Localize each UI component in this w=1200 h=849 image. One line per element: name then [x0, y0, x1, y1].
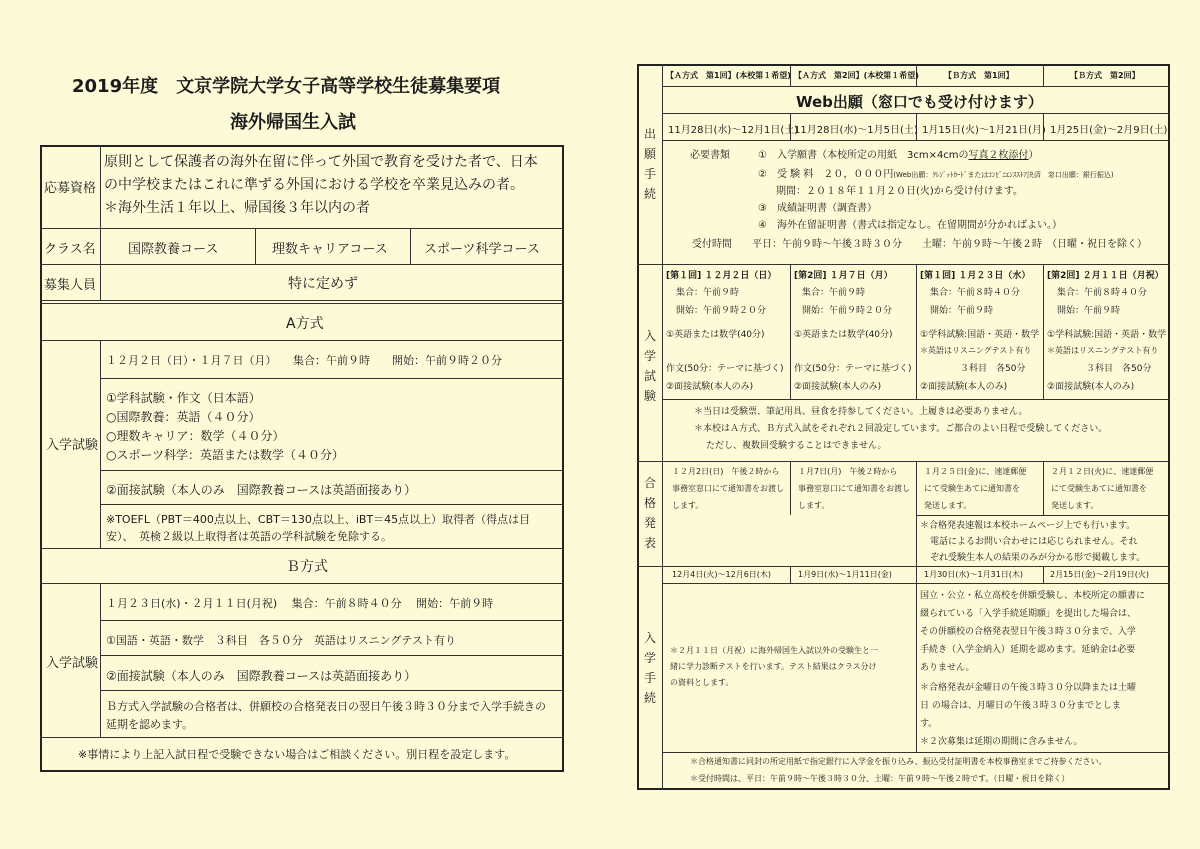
enroll-deferral-line-5: ありません。 [920, 663, 975, 673]
enroll-date-a2: 1月9日(水)～1月11日(金) [798, 570, 892, 579]
result-a1-line-1: １２月2日(日) 午後２時から [672, 467, 780, 476]
a-schedule: １２月２日（日）・１月７日（月） 集合：午前９時 開始：午前９時２０分 [106, 354, 502, 367]
enroll-label: 入学手続 [643, 631, 656, 705]
result-b1-line-2: にて受験生あてに通知書を [924, 484, 1020, 493]
a-toefl-line-2: 安）、 英検２級以上取得者は英語の学科試験を免除する。 [106, 530, 392, 543]
class-course-2: 理数キャリアコース [272, 242, 388, 257]
exam-subject: ①英語または数学(40分) [666, 330, 765, 340]
application-date-b2: 1月25日(金)～2月9日(土) [1050, 125, 1168, 136]
exam-subject: ①英語または数学(40分) [794, 330, 893, 340]
exam-meet: 集合：午前９時 [676, 288, 740, 298]
exam-start: 開始：午前９時 [930, 306, 994, 316]
exam-subject: ①学科試験:国語・英語・数学 [1047, 330, 1167, 340]
doc-1-photo: 写真２枚添付 [968, 150, 1029, 161]
capacity-label: 募集人員 [44, 278, 97, 293]
exam-note-3: ただし、複数回受験することはできません。 [706, 441, 887, 451]
enroll-foot-1: ＊合格通知書に同封の所定用紙で指定銀行に入学金を振り込み、振込受付証明書を本校事務室までご持参ください。 [690, 757, 1107, 766]
exam-essay: ３科目 各50分 [960, 364, 1026, 374]
docs-label: 必要書類 [690, 150, 730, 161]
exam-meet: 集合：午前８時４０分 [930, 288, 1021, 298]
doc-2-fee [758, 165, 1114, 180]
enroll-date-a1: 12月4日(火)～12月6日(木) [672, 570, 772, 579]
doc-2-period: 期間：２０１８年１１月２０日(火)から受け付けます。 [776, 186, 1024, 197]
b-method-header: Ｂ方式 [286, 559, 328, 575]
a-subject-3: ○理数キャリア：数学（４０分） [106, 429, 285, 443]
doc-1-text: ① 入学願書（本校所定の用紙 3cm×4cmの [758, 150, 969, 161]
enroll-deferral-line-7: 日 の場合は、月曜日の午後３時３０分までとしま [920, 701, 1121, 711]
enroll-deferral-line-4: 手続き（入学金納入）延期を認めます。延納金は必要 [920, 645, 1136, 655]
b-exam-label: 入学試験 [46, 656, 99, 671]
enroll-date-b1: 1月30日(水)～1月31日(木) [924, 570, 1024, 579]
exam-interview: ②面接試験(本人のみ) [920, 382, 1008, 392]
page-subtitle: 海外帰国生入試 [230, 112, 356, 133]
left-footer-note: ※事情により上記入試日程で受験できない場合はご相談ください。別日程を設定します。 [78, 748, 516, 761]
class-course-1: 国際教養コース [128, 242, 219, 257]
b-interview: ②面接試験（本人のみ 国際教養コースは英語面接あり） [106, 669, 417, 683]
result-b2-line-1: ２月１２日(火)に、速達郵便 [1051, 467, 1154, 476]
a-toefl-line-1: ※TOEFL（PBT＝400点以上、CBT＝130点以上、iBT＝45点以上）取得者（得点は目 [106, 513, 531, 526]
result-a2-line-2: 事務室窓口にて通知書をお渡し [798, 484, 910, 493]
col-header-b2: 【Ｂ方式 第2回】 [1070, 71, 1140, 80]
exam-essay: ３科目 各50分 [1086, 364, 1152, 374]
exam-title: [第2回] １月７日（月） [794, 271, 893, 281]
doc-4: ④ 海外在留証明書（書式は指定なし。在留期間が分かればよい。） [758, 220, 1062, 231]
exam-title: [第2回] ２月１１日（月祝） [1047, 271, 1164, 281]
reception-hours: 受付時間 平日：午前９時～午後３時３０分 土曜：午前９時～午後２時 （日曜・祝日を除く） [692, 239, 1147, 250]
exam-label: 入学試験 [643, 329, 656, 403]
exam-essay: 作文(50分：テーマに基づく) [666, 364, 784, 374]
class-course-3: スポーツ科学コース [424, 242, 540, 257]
b-note-line-1: Ｂ方式入学試験の合格者は、併願校の合格発表日の翌日午後３時３０分まで入学手続きの [106, 700, 546, 713]
capacity-value: 特に定めず [288, 276, 358, 292]
exam-start: 開始：午前９時２０分 [802, 306, 893, 316]
col-header-a2: 【Ａ方式 第2回】(本校第１希望) [794, 71, 919, 80]
eligibility-line-2: の中学校またはこれに準ずる外国における学校を卒業見込みの者。 [104, 177, 524, 193]
b-schedule: １月２３日(水)・２月１１日(月祝) 集合：午前８時４０分 開始：午前９時 [106, 597, 494, 610]
class-label: クラス名 [44, 242, 96, 257]
exam-start: 開始：午前９時２０分 [676, 306, 767, 316]
result-label: 合格発表 [643, 476, 656, 550]
enroll-foot-2: ＊受付時間は、平日：午前９時～午後３時３０分、土曜：午前９時～午後２時です。（日曜・祝日を除く） [690, 774, 1070, 783]
doc-1 [758, 146, 1039, 161]
application-date-a1: 11月28日(水)～12月1日(土) [668, 125, 799, 136]
enroll-diagnostic-line-3: の資料とします。 [670, 678, 734, 687]
result-b2-line-2: にて受験生あてに通知書を [1051, 484, 1147, 493]
a-exam-label: 入学試験 [46, 438, 99, 453]
exam-interview: ②面接試験(本人のみ) [666, 382, 754, 392]
result-a1-line-3: します。 [672, 501, 704, 510]
a-interview: ②面接試験（本人のみ 国際教養コースは英語面接あり） [106, 483, 417, 497]
a-subject-4: ○スポーツ科学：英語または数学（４０分） [106, 448, 344, 462]
exam-meet: 集合：午前９時 [802, 288, 866, 298]
exam-essay: 作文(50分：テーマに基づく) [794, 364, 912, 374]
exam-subject: ①学科試験:国語・英語・数学 [920, 330, 1040, 340]
exam-meet: 集合：午前８時４０分 [1057, 288, 1148, 298]
result-b2-line-3: 発送します。 [1051, 501, 1099, 510]
exam-note-2: ＊本校はＡ方式、Ｂ方式入試をそれぞれ２回設定しています。ご都合のよい日程で受験してください。 [694, 424, 1108, 434]
col-header-b1: 【Ｂ方式 第1回】 [944, 71, 1014, 80]
application-date-b1: 1月15日(火)～1月21日(月) [922, 125, 1046, 136]
enroll-diagnostic-line-2: 緒に学力診断テストを行います。テスト結果はクラス分け [670, 662, 877, 671]
application-date-a2: 11月28日(水)～1月5日(土) [794, 125, 918, 136]
eligibility-line-3: ＊海外生活１年以上、帰国後３年以内の者 [104, 200, 370, 216]
col-header-a1: 【Ａ方式 第1回】(本校第１希望) [666, 71, 791, 80]
exam-subject-note: ＊英語はリスニングテスト有り [1047, 346, 1159, 355]
enroll-deferral-line-9: ＊２次募集は延期の期間に含みません。 [920, 737, 1083, 747]
enroll-date-b2: 2月15日(金)～2月19日(火) [1050, 570, 1150, 579]
exam-title: [第１回] １２月２日（日） [666, 271, 777, 281]
doc-3: ③ 成績証明書（調査書） [758, 203, 877, 214]
result-web-line-2: 電話によるお問い合わせには応じられません。それ [930, 537, 1138, 547]
enroll-deferral-line-1: 国立・公立・私立高校を併願受験し、本校所定の願書に [920, 591, 1146, 601]
eligibility-label: 応募資格 [44, 181, 97, 196]
exam-title: [第１回] １月２３日（水） [920, 271, 1031, 281]
a-subject-2: ○国際教養：英語（４０分） [106, 410, 261, 424]
exam-subject-note: ＊英語はリスニングテスト有り [920, 346, 1032, 355]
result-b1-line-1: １月２５日(金)に、速達郵便 [924, 467, 1027, 476]
doc-1-close: ） [1028, 150, 1039, 161]
exam-start: 開始：午前９時 [1057, 306, 1121, 316]
exam-interview: ②面接試験(本人のみ) [1047, 382, 1135, 392]
enroll-deferral-line-2: 綴られている「入学手続延期願」を提出した場合は、 [920, 609, 1137, 619]
b-subjects: ①国語・英語・数学 ３科目 各５０分 英語はリスニングテスト有り [106, 634, 456, 647]
doc-2-payment: (Web出願：ｸﾚｼﾞｯﾄｶｰﾄﾞまたはｺﾝﾋﾞﾆｴﾝｽｽﾄｱ決済 窓口出願：銀行振込) [893, 171, 1114, 179]
application-label: 出願手続 [643, 127, 656, 201]
enroll-deferral-line-8: す。 [920, 719, 938, 729]
enroll-deferral-line-6: ＊合格発表が金曜日の午後３時３０分以降または土曜 [920, 683, 1137, 693]
page-title: 2019年度 文京学院大学女子高等学校生徒募集要項 [72, 76, 501, 97]
exam-note-1: ＊当日は受験票、筆記用具、昼食を持参してください。上履きは必要ありません。 [694, 407, 1028, 417]
result-web-line-1: ＊合格発表速報は本校ホームページ上でも行います。 [920, 521, 1136, 531]
result-a2-line-3: します。 [798, 501, 830, 510]
a-method-header: A方式 [286, 316, 324, 332]
doc-2-fee-text: ② 受 験 料 ２０，０００円 [758, 169, 894, 180]
result-a1-line-2: 事務室窓口にて通知書をお渡し [672, 484, 784, 493]
exam-interview: ②面接試験(本人のみ) [794, 382, 882, 392]
result-web-line-3: ぞれ受験生本人の結果のみが分かる形で掲載します。 [930, 553, 1146, 563]
enroll-deferral-line-3: その併願校の合格発表翌日午後３時３０分まで、入学 [920, 627, 1136, 637]
enroll-diagnostic-line-1: ＊２月１１日（月祝）に海外帰国生入試以外の受験生と一 [670, 646, 878, 655]
web-application-title: Web出願（窓口でも受け付けます） [796, 93, 1043, 111]
a-subject-1: ①学科試験・作文（日本語） [106, 391, 261, 405]
eligibility-line-1: 原則として保護者の海外在留に伴って外国で教育を受けた者で、日本 [104, 154, 538, 170]
b-note-line-2: 延期を認めます。 [106, 718, 194, 731]
result-a2-line-1: １月7日(月) 午後２時から [798, 467, 898, 476]
result-b1-line-3: 発送します。 [924, 501, 972, 510]
